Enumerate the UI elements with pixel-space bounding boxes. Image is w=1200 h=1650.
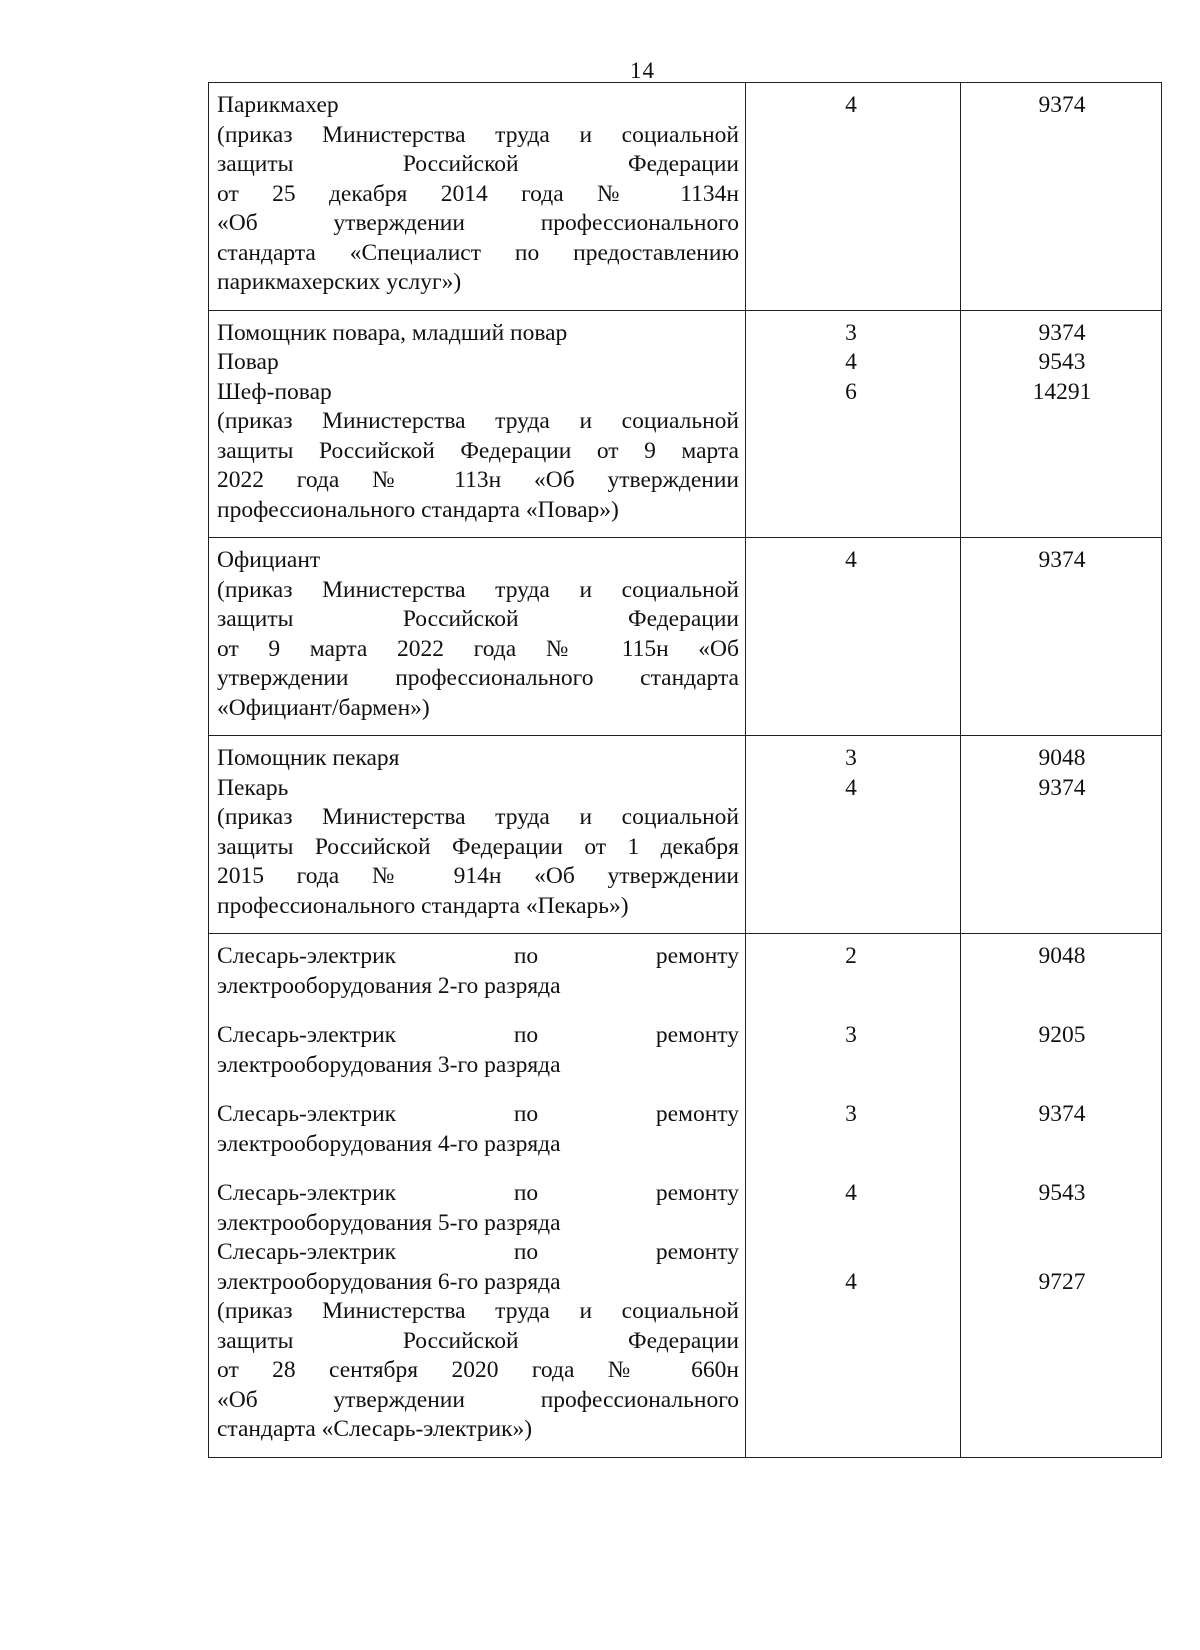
profession-text-line: (приказ Министерства труда и социальной [217, 1298, 739, 1324]
profession-text-line: «Об утверждении профессионального [217, 210, 739, 236]
profession-text-line: электрооборудования 4-го разряда [217, 1130, 561, 1157]
profession-text-line: Помощник пекаря [217, 745, 400, 771]
profession-text-line: Парикмахер [217, 92, 339, 118]
profession-text-line: профессионального стандарта «Пекарь») [217, 892, 629, 919]
salary-value: 9543 [1038, 1180, 1086, 1206]
profession-text-line: Слесарь-электрик по ремонту [217, 1022, 739, 1048]
qualification-level: 2 [845, 943, 857, 969]
table-row [209, 83, 1162, 311]
profession-text-line: от 25 декабря 2014 года № 1134н [217, 180, 739, 207]
salary-value: 9374 [1038, 1101, 1086, 1127]
profession-text-line: Помощник повара, младший повар [217, 319, 568, 346]
qualification-level: 3 [845, 1101, 857, 1127]
table-row [209, 310, 1162, 538]
profession-text-line: защиты Российской Федерации [217, 606, 739, 632]
professions-table [208, 82, 1162, 1458]
profession-text-line: «Об утверждении профессионального [217, 1386, 739, 1413]
profession-text-line: от 28 сентября 2020 года № 660н [217, 1357, 739, 1383]
table-row [209, 736, 1162, 934]
profession-text-line: электрооборудования 5-го разряда [217, 1209, 561, 1236]
salary-value: 9048 [1038, 943, 1086, 969]
profession-text-line: Повар [217, 349, 279, 375]
qualification-level-cell [746, 538, 961, 736]
profession-text-line: защиты Российской Федерации от 9 марта [217, 437, 739, 464]
profession-text-line: 2015 года № 914н «Об утверждении [217, 863, 739, 889]
salary-cell [961, 310, 1162, 538]
qualification-level: 3 [845, 1022, 857, 1048]
qualification-level: 3 [845, 319, 857, 346]
profession-text-line: (приказ Министерства труда и социальной [217, 408, 739, 434]
profession-text-line: Шеф-повар [217, 378, 332, 405]
profession-text-line: Слесарь-электрик по ремонту [217, 1180, 739, 1206]
qualification-level: 6 [845, 378, 857, 405]
profession-cell [209, 83, 746, 311]
profession-text-line: утверждении профессионального стандарта [217, 665, 739, 691]
profession-text-line: защиты Российской Федерации от 1 декабря [217, 833, 739, 860]
profession-text-line: электрооборудования 3-го разряда [217, 1051, 561, 1078]
salary-cell [961, 83, 1162, 311]
profession-text-line: электрооборудования 2-го разряда [217, 972, 561, 999]
qualification-level-cell [746, 83, 961, 311]
table-body [209, 83, 1162, 1458]
profession-text-line: защиты Российской Федерации [217, 151, 739, 177]
profession-text-line: профессионального стандарта «Повар») [217, 496, 619, 523]
profession-text-line: (приказ Министерства труда и социальной [217, 576, 739, 603]
profession-text-line: (приказ Министерства труда и социальной [217, 804, 739, 830]
profession-text-line: стандарта «Слесарь-электрик») [217, 1416, 533, 1442]
qualification-level: 4 [845, 1180, 857, 1206]
qualification-level: 4 [845, 547, 857, 573]
salary-value: 9374 [1038, 92, 1086, 118]
profession-cell [209, 310, 746, 538]
salary-value: 9205 [1038, 1022, 1086, 1048]
salary-value: 9727 [1038, 1268, 1086, 1295]
salary-value: 9543 [1038, 349, 1086, 375]
qualification-level: 4 [845, 92, 857, 118]
profession-cell [209, 538, 746, 736]
qualification-level: 4 [845, 774, 857, 801]
salary-cell [961, 934, 1162, 1458]
qualification-level: 4 [845, 1268, 857, 1295]
profession-text-line: (приказ Министерства труда и социальной [217, 121, 739, 148]
salary-value: 9374 [1038, 319, 1086, 346]
salary-value: 9048 [1038, 745, 1086, 771]
profession-cell [209, 736, 746, 934]
table-row [209, 934, 1162, 1458]
profession-text-line: Официант [217, 547, 321, 573]
profession-text-line: электрооборудования 6-го разряда [217, 1268, 561, 1295]
profession-text-line: «Официант/бармен») [217, 694, 430, 721]
profession-text-line: Слесарь-электрик по ремонту [217, 943, 739, 969]
table-row [209, 538, 1162, 736]
qualification-level: 3 [845, 745, 857, 771]
profession-text-line: Пекарь [217, 774, 289, 801]
page-number: 14 [630, 58, 655, 83]
profession-text-line: парикмахерских услуг») [217, 269, 462, 295]
profession-text-line: стандарта «Специалист по предоставлению [217, 239, 739, 266]
qualification-level: 4 [845, 349, 857, 375]
profession-text-line: от 9 марта 2022 года № 115н «Об [217, 635, 739, 662]
salary-value: 9374 [1038, 774, 1086, 801]
profession-text-line: 2022 года № 113н «Об утверждении [217, 467, 739, 493]
salary-cell [961, 736, 1162, 934]
salary-value: 9374 [1038, 547, 1086, 573]
qualification-level-cell [746, 310, 961, 538]
profession-text-line: Слесарь-электрик по ремонту [217, 1101, 739, 1127]
profession-cell [209, 934, 746, 1458]
qualification-level-cell [746, 934, 961, 1458]
salary-value: 14291 [1032, 378, 1092, 405]
profession-text-line: Слесарь-электрик по ремонту [217, 1239, 739, 1265]
salary-cell [961, 538, 1162, 736]
profession-text-line: защиты Российской Федерации [217, 1327, 739, 1354]
qualification-level-cell [746, 736, 961, 934]
